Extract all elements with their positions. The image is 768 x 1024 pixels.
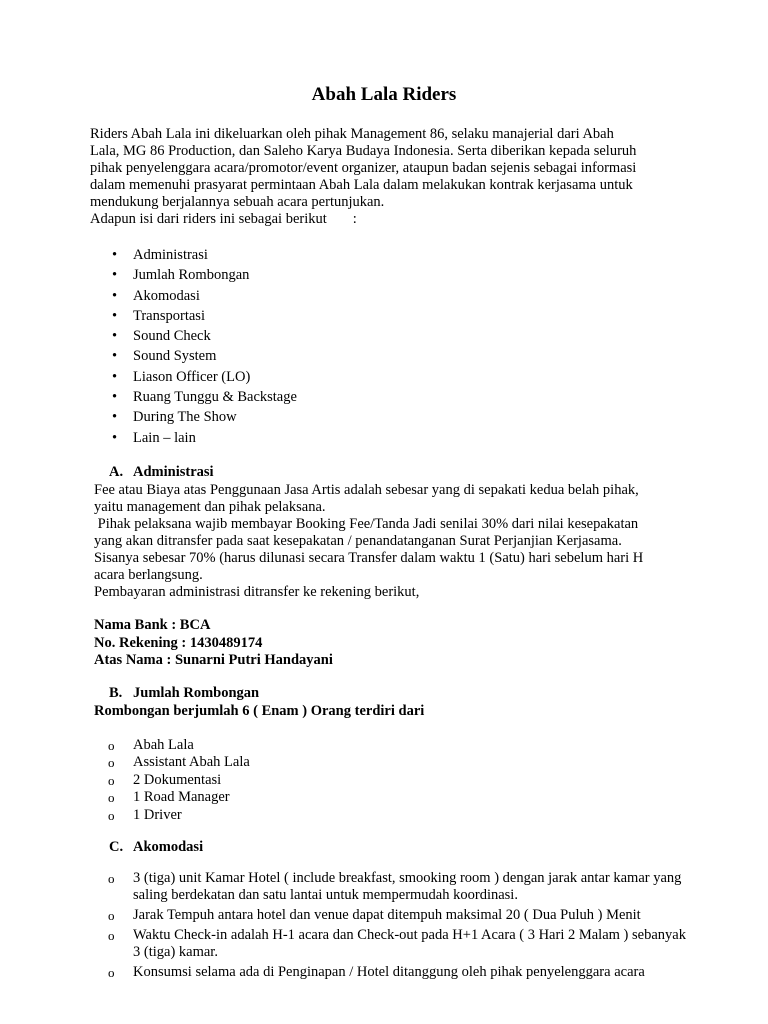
list-item-label: Liason Officer (LO) xyxy=(133,368,251,385)
list-item-label: During The Show xyxy=(133,409,237,426)
section-a-number: A. xyxy=(109,464,124,480)
intro-line: Lala, MG 86 Production, dan Saleho Karya Budaya Indonesia. Serta diberikan kepada seluruh xyxy=(90,143,637,159)
list-item-label: 1 Road Manager xyxy=(133,789,230,806)
list-item-label: Assistant Abah Lala xyxy=(133,754,250,771)
section-c-title: Akomodasi xyxy=(133,839,204,855)
circle-bullet-icon: o xyxy=(108,738,115,753)
list-item-label: 3 (tiga) unit Kamar Hotel ( include breakfast, smooking room ) dengan jarak antar kamar yang saling berdekatan dan satu lantai untuk mempermudah koordinasi. xyxy=(133,870,682,903)
section-a-line: Sisanya sebesar 70% (harus dilunasi secara Transfer dalam waktu 1 (Satu) hari sebelum hari H xyxy=(94,550,644,566)
list-item-label: Konsumsi selama ada di Penginapan / Hotel ditanggung oleh pihak penyelenggara acara xyxy=(133,964,645,980)
bullet-icon: • xyxy=(112,307,118,324)
list-item xyxy=(0,907,693,924)
document-title: Abah Lala Riders xyxy=(311,84,457,105)
circle-bullet-icon: o xyxy=(108,871,115,886)
list-item-label: Ruang Tunggu & Backstage xyxy=(133,389,297,406)
circle-bullet-icon: o xyxy=(108,928,115,943)
section-a-line: Fee atau Biaya atas Penggunaan Jasa Artis adalah sebesar yang di sepakati kedua belah pihak, xyxy=(94,482,639,498)
intro-line: mendukung berjalannya sebuah acara pertunjukan. xyxy=(90,194,385,210)
circle-bullet-icon: o xyxy=(108,772,115,788)
section-c-number: C. xyxy=(109,839,124,855)
accommodation-list xyxy=(0,870,693,984)
list-item-label: 2 Dokumentasi xyxy=(133,771,222,788)
intro-colon: : xyxy=(352,211,357,227)
list-item-label: Jarak Tempuh antara hotel dan venue dapat ditempuh maksimal 20 ( Dua Puluh ) Menit xyxy=(133,907,641,923)
section-a-line: yang akan ditransfer pada saat kesepakatan / penandatanganan Surat Perjanjian Kerjasama. xyxy=(94,533,622,549)
list-item xyxy=(0,964,693,981)
bullet-icon: • xyxy=(112,247,118,263)
bullet-icon: • xyxy=(112,389,118,406)
bullet-icon: • xyxy=(112,409,118,426)
section-a-title: Administrasi xyxy=(133,464,214,480)
section-b-subtitle: Rombongan berjumlah 6 ( Enam ) Orang terdiri dari xyxy=(94,703,425,719)
section-b-number: B. xyxy=(109,685,123,701)
list-item xyxy=(0,870,693,904)
account-holder: Atas Nama : Sunarni Putri Handayani xyxy=(94,652,333,668)
list-item-label: Waktu Check-in adalah H-1 acara dan Check-out pada H+1 Acara ( 3 Hari 2 Malam ) sebanyak 3 (tiga) kamar. xyxy=(133,927,686,960)
list-item-label: Administrasi xyxy=(133,247,208,263)
circle-bullet-icon: o xyxy=(108,908,115,923)
intro-last-text: Adapun isi dari riders ini sebagai berikut xyxy=(90,211,327,227)
bank-details xyxy=(94,617,333,670)
intro-line: pihak penyelenggara acara/promotor/event organizer, ataupun badan sejenis sebagai informasi xyxy=(90,160,637,176)
section-a-heading xyxy=(109,464,214,481)
intro-line-last xyxy=(90,211,690,228)
circle-bullet-icon: o xyxy=(108,790,115,806)
list-item-label: Akomodasi xyxy=(133,287,200,304)
intro-line: dalam memenuhi prasyarat permintaan Abah Lala dalam melakukan kontrak kerjasama untuk xyxy=(90,177,633,193)
bank-name: Nama Bank : BCA xyxy=(94,617,211,633)
list-item xyxy=(0,927,693,961)
intro-paragraph xyxy=(90,126,690,228)
section-b-title: Jumlah Rombongan xyxy=(133,685,260,701)
circle-bullet-icon: o xyxy=(108,755,115,771)
list-item-label: Lain – lain xyxy=(133,429,196,446)
bullet-icon: • xyxy=(112,267,118,284)
section-b-heading xyxy=(109,685,259,702)
bullet-icon: • xyxy=(112,368,118,385)
section-a-line: Pihak pelaksana wajib membayar Booking Fee/Tanda Jadi senilai 30% dari nilai kesepakatan xyxy=(94,516,639,532)
list-item-label: 1 Driver xyxy=(133,806,182,823)
list-item-label: Transportasi xyxy=(133,307,205,324)
section-a-line: Pembayaran administrasi ditransfer ke rekening berikut, xyxy=(94,584,420,600)
list-item-label: Sound Check xyxy=(133,328,211,345)
bullet-icon: • xyxy=(112,328,118,345)
account-number: No. Rekening : 1430489174 xyxy=(94,634,263,651)
section-a-line: acara berlangsung. xyxy=(94,567,203,583)
circle-bullet-icon: o xyxy=(108,807,115,823)
list-item-label: Jumlah Rombongan xyxy=(133,267,250,284)
bullet-icon: • xyxy=(112,348,118,365)
circle-bullet-icon: o xyxy=(108,965,115,980)
list-item-label: Abah Lala xyxy=(133,737,194,753)
intro-line: Riders Abah Lala ini dikeluarkan oleh pihak Management 86, selaku manajerial dari Abah xyxy=(90,126,614,142)
bullet-icon: • xyxy=(112,287,118,304)
bullet-icon: • xyxy=(112,429,118,446)
section-a-line: yaitu management dan pihak pelaksana. xyxy=(94,499,326,515)
section-a-body xyxy=(94,482,694,601)
section-c-heading xyxy=(109,839,203,856)
list-item-label: Sound System xyxy=(133,348,217,365)
